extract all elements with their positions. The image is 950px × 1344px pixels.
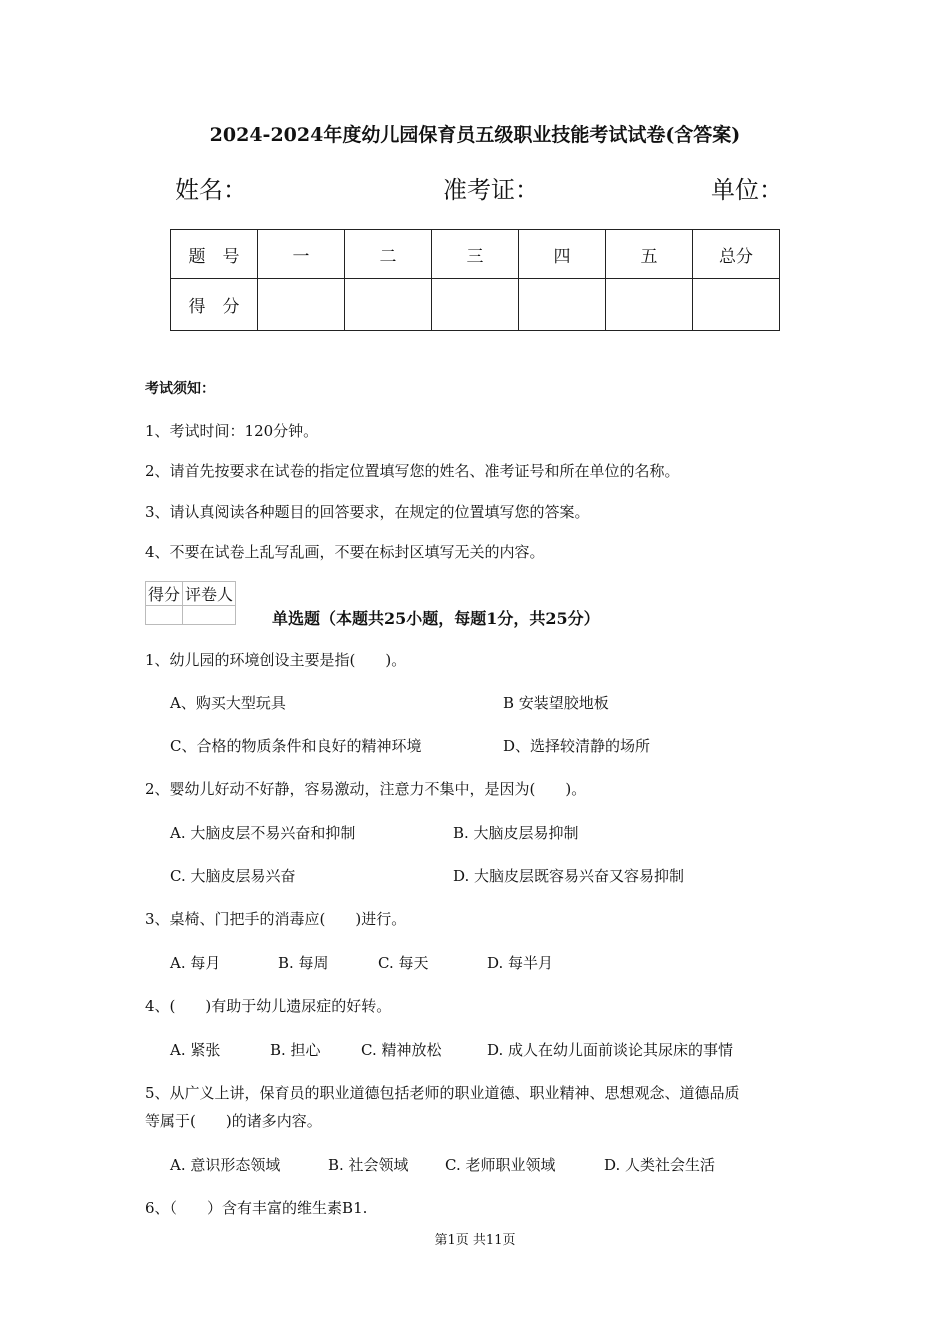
name-label: 姓名： (175, 176, 247, 204)
question-4-option-d: D. 成人在幼儿面前谈论其尿床的事情 (487, 1041, 734, 1059)
notice-heading: 考试须知： (145, 381, 215, 397)
question-4-option-b: B. 担心 (270, 1041, 321, 1059)
score-table (170, 229, 780, 331)
question-4-stem: 4、( )有助于幼儿遗尿症的好转。 (145, 997, 392, 1015)
question-1-option-d: D、选择较清静的场所 (503, 737, 651, 755)
score-cell-5: 五 (606, 230, 693, 279)
grader-reviewer-label: 评卷人 (183, 582, 236, 606)
grader-score-label: 得分 (146, 582, 183, 606)
question-3-option-b: B. 每周 (278, 954, 329, 972)
grader-reviewer-input[interactable] (183, 606, 236, 625)
notice-item: 3、请认真阅读各种题目的回答要求，在规定的位置填写您的答案。 (145, 503, 590, 521)
exam-number-label: 准考证： (443, 176, 539, 204)
question-1-option-c: C、合格的物质条件和良好的精神环境 (170, 737, 422, 755)
score-input-2[interactable] (345, 279, 432, 331)
score-cell-2: 二 (345, 230, 432, 279)
question-5-option-d: D. 人类社会生活 (604, 1156, 716, 1174)
question-5-stem: 5、从广义上讲，保育员的职业道德包括老师的职业道德、职业精神、思想观念、道德品质 (145, 1084, 740, 1102)
question-2-option-d: D. 大脑皮层既容易兴奋又容易抑制 (453, 867, 685, 885)
grader-score-input[interactable] (146, 606, 183, 625)
score-row-label: 得 分 (171, 279, 258, 331)
question-4-option-c: C. 精神放松 (361, 1041, 442, 1059)
question-5-option-b: B. 社会领域 (328, 1156, 409, 1174)
score-input-1[interactable] (258, 279, 345, 331)
score-input-total[interactable] (693, 279, 780, 331)
score-input-4[interactable] (519, 279, 606, 331)
score-input-3[interactable] (432, 279, 519, 331)
question-1-stem: 1、幼儿园的环境创设主要是指( )。 (145, 651, 407, 669)
question-2-option-c: C. 大脑皮层易兴奋 (170, 867, 296, 885)
score-table-header-row (171, 230, 780, 279)
question-5-stem-cont: 等属于( )的诸多内容。 (145, 1112, 322, 1130)
question-2-option-a: A. 大脑皮层不易兴奋和抑制 (170, 824, 356, 842)
question-4-option-a: A. 紧张 (170, 1041, 221, 1059)
score-cell-label: 题 号 (171, 230, 258, 279)
question-5-option-c: C. 老师职业领域 (445, 1156, 556, 1174)
notice-item: 1、考试时间：120分钟。 (145, 422, 319, 440)
question-6-stem: 6、（ ）含有丰富的维生素B1. (145, 1199, 368, 1217)
page-footer: 第1页 共11页 (434, 1233, 516, 1248)
section-heading: 单选题（本题共25小题，每题1分，共25分） (272, 609, 600, 628)
question-3-option-c: C. 每天 (378, 954, 429, 972)
exam-title: 2024-2024年度幼儿园保育员五级职业技能考试试卷(含答案) (209, 124, 741, 146)
question-3-option-a: A. 每月 (170, 954, 221, 972)
question-1-option-a: A、购买大型玩具 (170, 694, 286, 712)
score-table-score-row (171, 279, 780, 331)
score-cell-total: 总分 (693, 230, 780, 279)
score-input-5[interactable] (606, 279, 693, 331)
notice-item: 4、不要在试卷上乱写乱画，不要在标封区填写无关的内容。 (145, 543, 545, 561)
question-5-option-a: A. 意识形态领域 (170, 1156, 281, 1174)
score-cell-1: 一 (258, 230, 345, 279)
grader-box (145, 581, 236, 625)
question-2-option-b: B. 大脑皮层易抑制 (453, 824, 579, 842)
unit-label: 单位： (711, 176, 783, 204)
question-3-option-d: D. 每半月 (487, 954, 554, 972)
question-2-stem: 2、婴幼儿好动不好静，容易激动，注意力不集中，是因为( )。 (145, 780, 587, 798)
notice-item: 2、请首先按要求在试卷的指定位置填写您的姓名、准考证号和所在单位的名称。 (145, 462, 680, 480)
question-1-option-b: B 安装望胶地板 (503, 694, 609, 712)
score-cell-3: 三 (432, 230, 519, 279)
question-3-stem: 3、桌椅、门把手的消毒应( )进行。 (145, 910, 407, 928)
score-cell-4: 四 (519, 230, 606, 279)
